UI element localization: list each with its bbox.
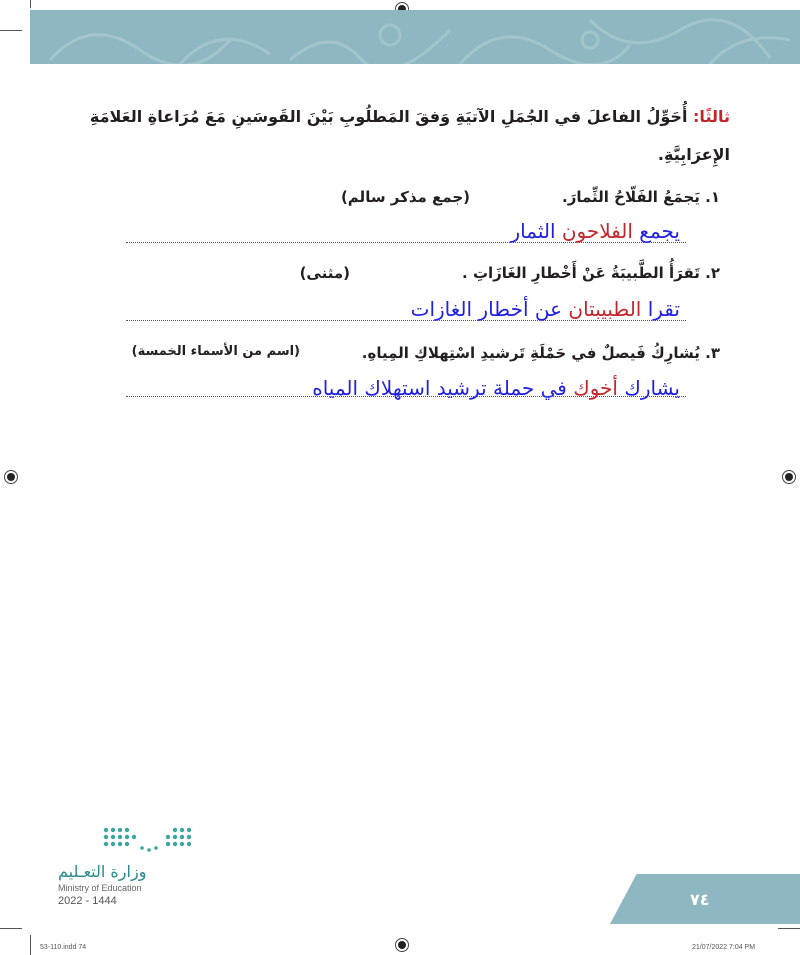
answer-text: في حملة ترشيد استهلاك المياه (312, 376, 574, 400)
crop-mark (30, 0, 31, 8)
answer-1 (120, 219, 680, 243)
item-sentence (562, 188, 720, 206)
answer-text: يشارك (617, 376, 680, 400)
crop-mark (30, 935, 31, 955)
registration-mark-icon (395, 938, 409, 952)
answer-line (126, 396, 686, 397)
edition-year: 2022 - 1444 (58, 895, 117, 907)
item-requirement: (مثنى) (299, 264, 350, 282)
top-banner (30, 10, 800, 64)
ministry-logo (58, 826, 188, 916)
answer-2 (120, 297, 680, 321)
ministry-name-ar: وزارة التعـليم (58, 862, 147, 881)
item-sentence-text: يَجمَعُ الفَلّاحُ الثِّمارَ. (562, 188, 700, 206)
answer-line (126, 320, 686, 321)
item-requirement: (اسم من الأسماء الخمسة) (131, 344, 300, 359)
registration-mark-icon (4, 470, 18, 484)
crop-mark (0, 30, 22, 31)
answer-text: الثمار (510, 219, 562, 243)
item-sentence-text: يُشارِكُ فَيصلٌ في حَمْلَةِ تَرشيدِ اسْتِهلاكِ المِياهِ. (361, 344, 700, 362)
file-slug: 53-110.indd 74 (40, 944, 87, 951)
ministry-name-en: Ministry of Education (58, 883, 142, 893)
exercise-lead: ثالثًا: (693, 107, 730, 126)
item-sentence-text: تَقرَأُ الطَّبيبَةُ عَنْ أَخْطارِ الغَازَاتِ . (462, 264, 700, 282)
item-sentence (462, 264, 720, 282)
answer-subject: الفلاحون (561, 219, 633, 243)
item-number: ١. (705, 188, 720, 206)
date-slug: 21/07/2022 7:04 PM (692, 944, 756, 951)
exercise-item-2 (80, 264, 720, 292)
answer-subject: أخوك (573, 376, 618, 400)
crop-mark (778, 928, 800, 929)
answer-line (126, 242, 686, 243)
instruction-text: أُحَوِّلُ الفاعلَ في الجُمَلِ الآتيَةِ وَفقَ المَطلُوبِ بَيْنَ القَوسَينِ مَعَ مُرَاعاةِ العَلامَةِ الإِعرَابِيَّةِ. (89, 107, 730, 164)
item-sentence (362, 344, 720, 362)
registration-mark-icon (782, 470, 796, 484)
crop-mark (0, 928, 22, 929)
ministry-dots-logo-icon (102, 826, 242, 860)
item-number: ٣. (705, 344, 720, 362)
answer-text: يجمع (632, 219, 680, 243)
answer-text: عن أخطار الغازات (410, 297, 569, 321)
exercise-item-1 (80, 188, 720, 216)
answer-text: تقرا (641, 297, 680, 321)
item-requirement: (جمع مذكر سالم) (340, 188, 470, 206)
exercise-instruction (50, 98, 730, 174)
page-number: ٧٤ (690, 890, 710, 909)
answer-subject: الطبيبتان (568, 297, 642, 321)
exercise-item-3 (80, 344, 720, 372)
item-number: ٢. (705, 264, 720, 282)
calligraphy-pattern-icon (30, 10, 800, 64)
